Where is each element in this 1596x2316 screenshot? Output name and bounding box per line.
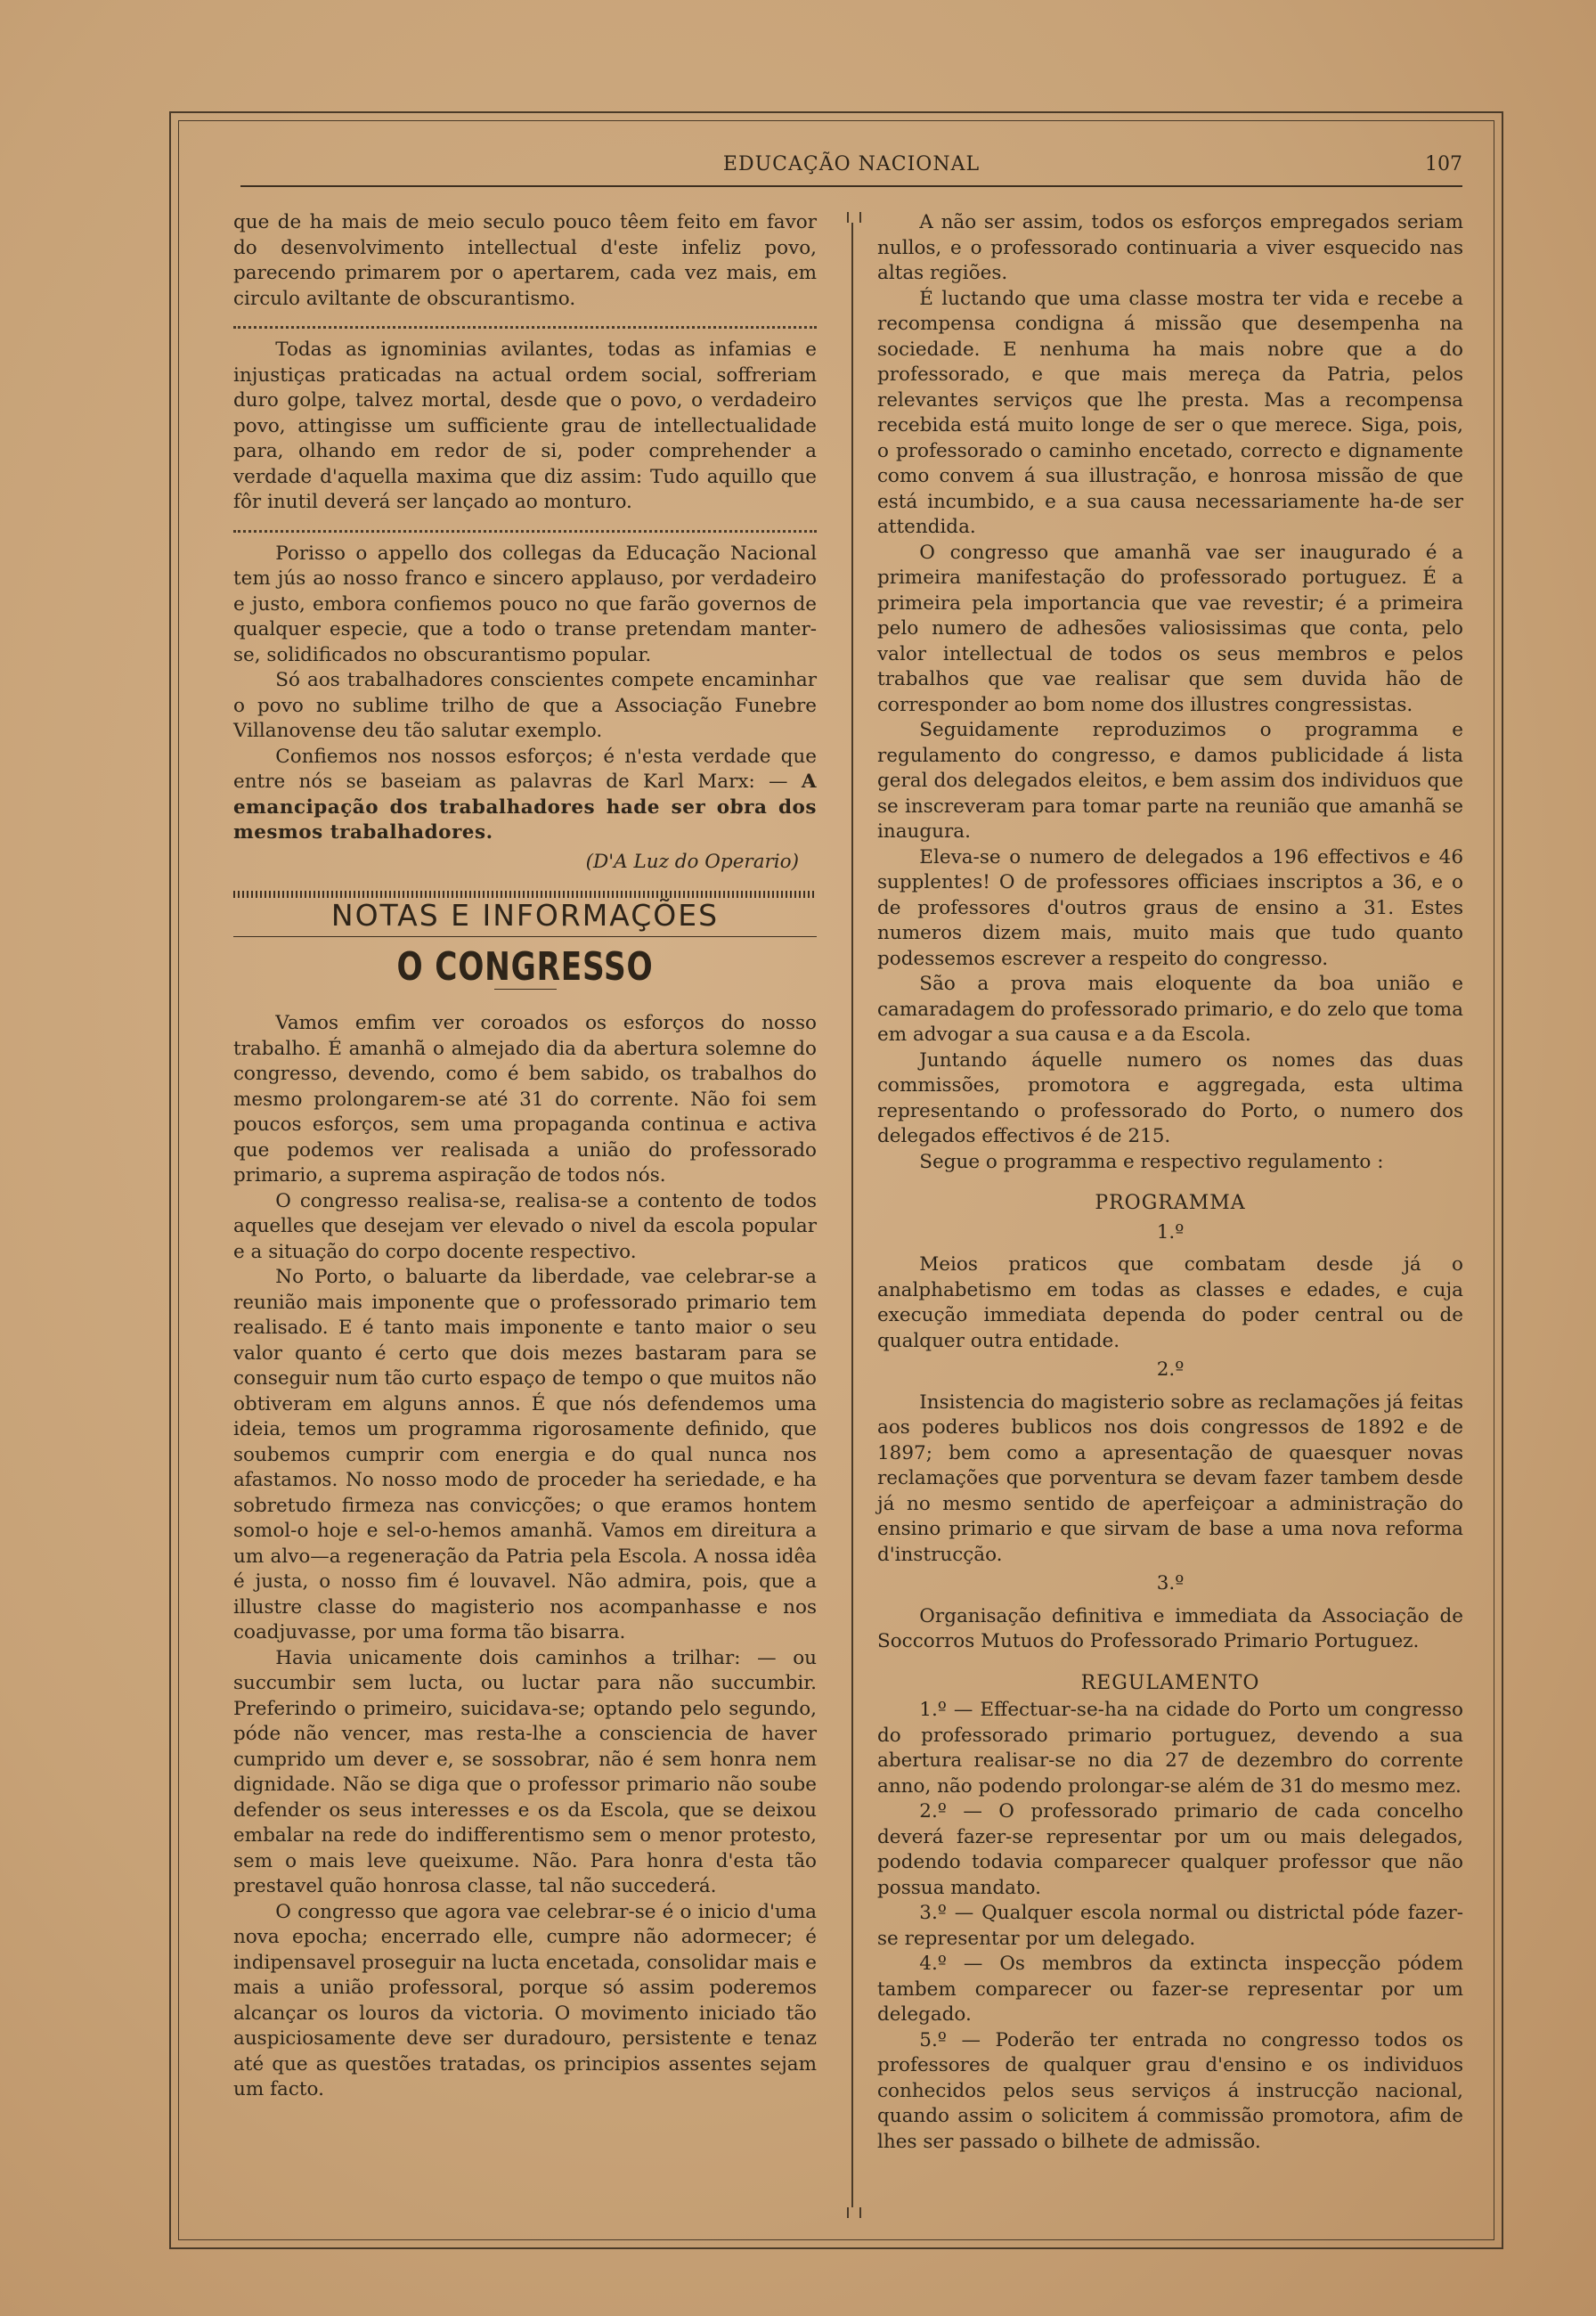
left-column: [233, 210, 817, 2103]
programma-heading: PROGRAMMA: [1095, 1192, 1246, 1214]
page-number: 107: [1425, 153, 1462, 175]
paragraph: É luctando que uma classe mostra ter vida e recebe a recompensa condigna á missão que desempenha na sociedade. E nenhuma ha mais nobre que a do professorado, e que mais mereça da Patria, pelos relevantes serviços que lhe presta. Mas a recompensa recebida está muito longe de ser o que merece. Siga, pois, o professorado o caminho encetado, correcto e dignamente como convem á sua illustração, e honrosa missão de que está incumbido, e a sua causa necessariamente ha-de ser attendida.: [877, 287, 1463, 538]
section-title: NOTAS E INFORMAÇÕES: [330, 898, 720, 933]
item-number: 2.º: [1156, 1358, 1185, 1381]
quote-bold: A emancipação dos trabalhadores hade ser obra dos mesmos trabalhadores.: [233, 771, 818, 844]
paragraph: Só aos trabalhadores conscientes compete encaminhar o povo no sublime trilho de que a Associação Funebre Villanovense deu tão salutar exemplo.: [233, 669, 817, 742]
programma-item: Insistencia do magisterio sobre as reclamações já feitas aos poderes bublicos nos dois congressos de 1892 e de 1897; bem como a apresentação de quaesquer novas reclamações que porventura se devam fazer tambem desde já no mesmo sentido de aperfeiçoar a administração do ensino primario e que sirvam de base a uma nova reforma d'instrucção.: [877, 1390, 1463, 1566]
regulamento-heading: REGULAMENTO: [1080, 1671, 1260, 1694]
right-column: [877, 210, 1463, 2155]
quote-lead: Confiemos nos nossos esforços; é n'esta verdade que entre nós se baseiam as palavras de Karl Marx: —: [233, 745, 817, 793]
paragraph: No Porto, o baluarte da liberdade, vae celebrar-se a reunião mais imponente que o professorado primario tem realisado. E é tanto mais imponente e tanto maior o seu valor quanto é certo que dois mezes bastaram para se conseguir num tão curto espaço de tempo o que muitos não obtiveram em alguns annos. É que nós defendemos uma ideia, temos um programma rigorosamente definido, que soubemos cumprir com energia e do qual nunca nos afastamos. No nosso modo de proceder ha seriedade, e ha sobretudo firmeza nas convicções; o que eramos hontem somol-o hoje e sel-o-hemos amanhã. Vamos em direitura a um alvo—a regeneração da Patria pela Escola. A nossa idêa é justa, o nosso fim é louvavel. Não admira, pois, que a illustre classe do magisterio nos acompanhasse e nos coadjuvasse, por uma forma tão bisarra.: [233, 1266, 817, 1643]
paragraph: Eleva-se o numero de delegados a 196 effectivos e 46 supplentes! O de professores officiaes inscriptos a 36, e o de professores d'outros graus de ensino a 31. Estes numeros dizem mais, muito mais que tudo quanto podessemos escrever a respeito do congresso.: [877, 845, 1463, 970]
paragraph: Havia unicamente dois caminhos a trilhar: — ou succumbir sem lucta, ou luctar para não succumbir. Preferindo o primeiro, suicidava-se; optando pelo segundo, póde não vencer, mas resta-lhe a consciencia de haver cumprido um dever e, se sossobrar, não é sem honra nem dignidade. Não se diga que o professor primario não soube defender os seus interesses e os da Escola, que se deixou embalar na rede do indifferentismo sem o menor protesto, sem o mais leve queixume. Não. Para honra d'esta tão prestavel quão honrosa classe, tal não succederá.: [233, 1646, 817, 1897]
section-rule: [233, 936, 817, 937]
paragraph: [233, 745, 817, 846]
attribution: (D'A Luz do Operario): [585, 850, 799, 873]
dotted-separator: [233, 521, 817, 533]
paragraph: Vamos emfim ver coroados os esforços do nosso trabalho. É amanhã o almejado dia da abertura solemne do congresso, devendo, como é bem sabido, os trabalhos do mesmo prolongarem-se até 31 do corrente. Não foi sem poucos esforços, sem uma propaganda continua e activa que podemos ver realisada a união do professorado primario, a suprema aspiração de todos nós.: [233, 1012, 817, 1187]
journal-title: EDUCAÇÃO NACIONAL: [722, 153, 981, 175]
programma-item: Meios praticos que combatam desde já o analphabetismo em todas as classes e edades, e cuja execução immediata dependa do poder central ou de qualquer outra entidade.: [877, 1253, 1463, 1352]
dotted-separator: [233, 317, 817, 329]
paragraph: Todas as ignominias avilantes, todas as infamias e injustiças praticadas na actual ordem social, soffreriam duro golpe, talvez mortal, desde que o povo, o verdadeiro povo, attingisse um sufficiente grau de intellectualidade para, olhando em redor de si, poder comprehender a verdade d'aquella maxima que diz assim: Tudo aquillo que fôr inutil deverá ser lançado ao monturo.: [233, 338, 817, 513]
ornamental-rule: [233, 891, 817, 898]
paragraph: O congresso realisa-se, realisa-se a contento de todos aquelles que desejam ver elevado o nivel da escola popular e a situação do corpo docente respectivo.: [233, 1189, 817, 1263]
regulamento-item: 2.º — O professorado primario de cada concelho deverá fazer-se representar por um ou mais delegados, podendo todavia comparecer qualquer professor que não possua mandato.: [877, 1800, 1463, 1899]
item-number: 1.º: [1156, 1220, 1185, 1244]
paragraph: Seguidamente reproduzimos o programma e regulamento do congresso, e damos publicidade á lista geral dos delegados eleitos, e bem assim dos individuos que se inscreveram para tomar parte na reunião que amanhã se inaugura.: [877, 719, 1463, 843]
column-divider: [851, 223, 853, 2207]
running-header: [240, 150, 1462, 187]
paragraph: O congresso que agora vae celebrar-se é o inicio d'uma nova epocha; encerrado elle, cumpre não adormecer; é indipensavel proseguir na lucta encetada, consolidar mais e mais a união professoral, porque só assim poderemos alcançar os louros da victoria. O movimento iniciado tão auspiciosamente deve ser duradouro, persistente e tenaz até que as questões tratadas, os principios assentes sejam um facto.: [233, 1900, 817, 2100]
paragraph: A não ser assim, todos os esforços empregados seriam nullos, e o professorado continuaria a viver esquecido nas altas regiões.: [877, 211, 1463, 284]
paragraph: que de ha mais de meio seculo pouco têem feito em favor do desenvolvimento intellectual d'este infeliz povo, parecendo primarem por o apertarem, cada vez mais, em circulo aviltante de obscurantismo.: [233, 211, 817, 310]
paragraph: São a prova mais eloquente da boa união e camaradagem do professorado primario, e do zelo que toma em advogar a sua causa e a da Escola.: [877, 973, 1463, 1046]
programma-item: Organisação definitiva e immediata da Associação de Soccorros Mutuos do Professorado Primario Portuguez.: [877, 1604, 1463, 1652]
paragraph: Segue o programma e respectivo regulamento :: [919, 1150, 1384, 1173]
item-number: 3.º: [1156, 1572, 1185, 1594]
paragraph: Juntando áquelle numero os nomes das duas commissões, promotora e aggregada, esta ultima representando o professorado do Porto, o numero dos delegados effectivos é de 215.: [877, 1048, 1463, 1147]
regulamento-item: 1.º — Effectuar-se-ha na cidade do Porto um congresso do professorado primario portuguez, devendo a sua abertura realisar-se no dia 27 de dezembro do corrente anno, não podendo prolongar-se além de 31 do mesmo mez.: [877, 1699, 1463, 1798]
paragraph: O congresso que amanhã vae ser inaugurado é a primeira manifestação do professorado portuguez. É a primeira pela importancia que vae revestir; é a primeira pelo numero de adhesões valiosissimas que conta, pelo valor intellectual de todos os seus membros e pelos trabalhos que vae realisar que sem duvida hão de corresponder ao bom nome dos illustres congressistas.: [877, 541, 1463, 716]
article-headline: O CONGRESSO: [396, 943, 654, 990]
regulamento-item: 4.º — Os membros da extincta inspecção pódem tambem comparecer ou fazer-se representar por um delegado.: [877, 1953, 1463, 2026]
regulamento-item: 5.º — Poderão ter entrada no congresso todos os professores de qualquer grau d'ensino e os individuos conhecidos pelos seus serviços á instrucção nacional, quando assim o solicitem á commissão promotora, afim de lhes ser passado o bilhete de admissão.: [877, 2028, 1463, 2153]
paragraph: Porisso o appello dos collegas da Educação Nacional tem jús ao nosso franco e sincero applauso, por verdadeiro e justo, embora confiemos pouco no que farão governos de qualquer especie, que a todo o transe pretendam manter-se, solidificados no obscurantismo popular.: [233, 542, 817, 666]
regulamento-item: 3.º — Qualquer escola normal ou districtal póde fazer-se representar por um delegado.: [877, 1902, 1463, 1950]
